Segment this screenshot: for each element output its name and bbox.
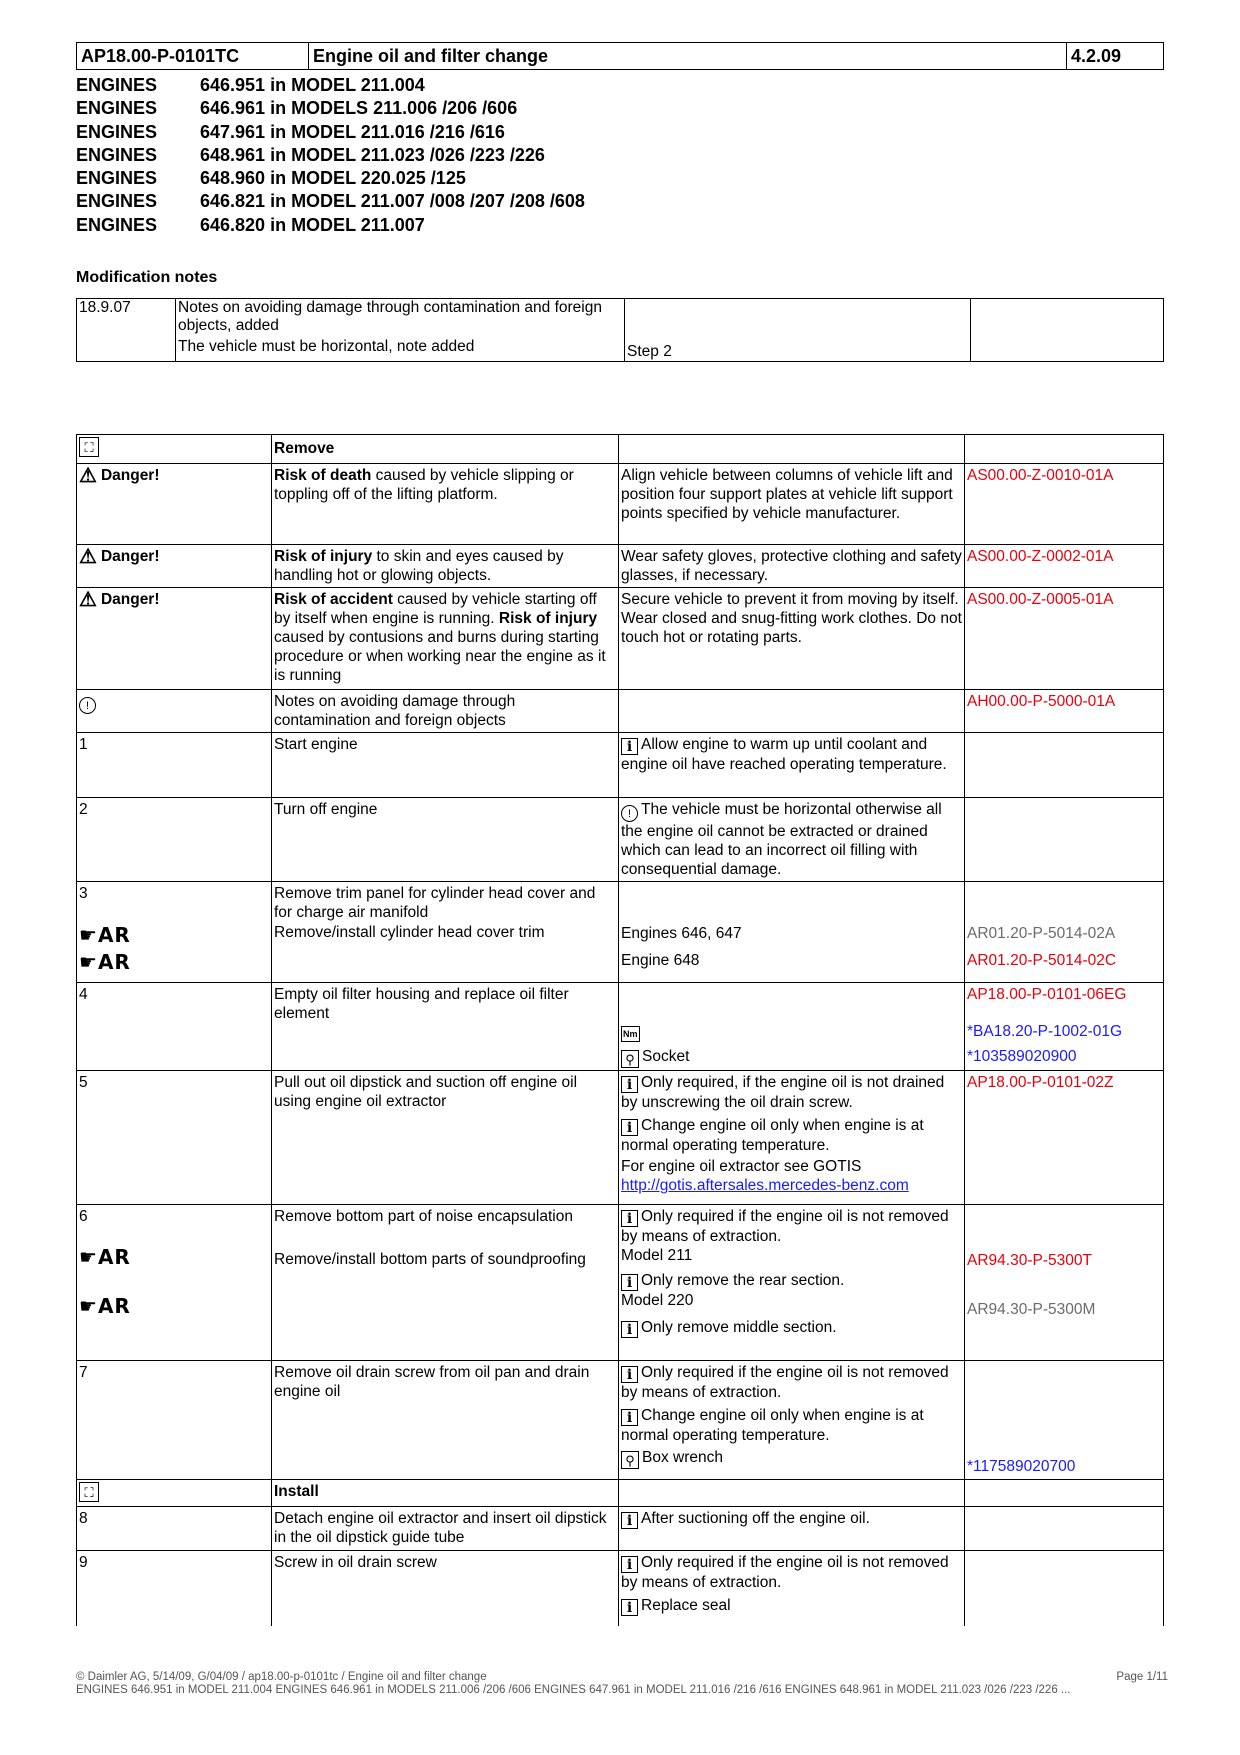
danger-text: caused by vehicle slipping or toppling off of the lifting platform. — [274, 467, 574, 504]
footer-page-number: Page 1/11 — [1116, 1671, 1168, 1683]
danger-ref[interactable]: AS00.00-Z-0010-01A — [965, 464, 1164, 545]
step-variant: Engine 648 — [621, 952, 700, 970]
hand-pointer-icon: ☛ — [79, 1245, 98, 1270]
step-variant: Model 220 — [621, 1292, 694, 1310]
step-ref[interactable]: AP18.00-P-0101-02Z — [965, 1071, 1164, 1205]
step-text: Start engine — [272, 733, 619, 798]
warning-icon: ⚠ — [79, 546, 97, 569]
footer-copyright: © Daimler AG, 5/14/09, G/04/09 / ap18.00-p-0101tc / Engine oil and filter change — [76, 1671, 487, 1683]
step-tool: Socket — [642, 1048, 690, 1066]
section-remove: Remove — [272, 435, 619, 464]
danger-action: Align vehicle between columns of vehicle lift and position four support plates at vehicle lift support points specified by vehicle manufacturer. — [619, 464, 965, 545]
step-info: Replace seal — [641, 1597, 731, 1615]
step-info: Change engine oil only when engine is at normal operating temperature. — [621, 1117, 924, 1155]
step-variant: Engines 646, 647 — [621, 925, 742, 943]
section-install: Install — [272, 1480, 619, 1507]
info-icon: i — [621, 1274, 638, 1291]
danger-action: Wear safety gloves, protective clothing and safety glasses, if necessary. — [619, 545, 965, 588]
info-icon: i — [621, 738, 638, 755]
step-info: For engine oil extractor see GOTIS — [621, 1158, 862, 1176]
engine-row: ENGINES 648.961 in MODEL 211.023 /026 /223 /226 — [76, 144, 545, 165]
attention-icon: ! — [79, 697, 96, 714]
step-number: 3 — [79, 885, 88, 903]
step-info: Allow engine to warm up until coolant and engine oil have reached operating temperature. — [621, 736, 947, 774]
danger-text: caused by vehicle starting off by itself when engine is running. — [274, 591, 597, 628]
danger-bold-2: Risk of injury — [498, 610, 598, 628]
info-icon: i — [621, 1076, 638, 1093]
step-info: Only required, if the engine oil is not drained by unscrewing the oil drain screw. — [621, 1074, 945, 1112]
step-subtext: Remove/install bottom parts of soundproofing — [274, 1251, 586, 1269]
engine-row: ENGINES 646.821 in MODEL 211.007 /008 /207 /208 /608 — [76, 191, 585, 212]
mod-date: 18.9.07 — [77, 299, 176, 362]
engine-row: ENGINES 648.960 in MODEL 220.025 /125 — [76, 168, 466, 189]
hand-pointer-icon: ☛ — [79, 1294, 98, 1319]
step-ref[interactable]: AR01.20-P-5014-02C — [967, 952, 1117, 970]
info-icon: i — [621, 1512, 638, 1529]
hand-pointer-icon: ☛ — [79, 923, 98, 948]
danger-label: Danger! — [100, 467, 160, 485]
document-title: Engine oil and filter change — [309, 43, 1067, 70]
step-text: Screw in oil drain screw — [272, 1551, 619, 1626]
step-text: Pull out oil dipstick and suction off engine oil using engine oil extractor — [272, 1071, 619, 1205]
danger-bold: Risk of injury — [274, 548, 373, 566]
gotis-link[interactable]: http://gotis.aftersales.mercedes-benz.com — [621, 1177, 909, 1195]
engine-row: ENGINES 646.951 in MODEL 211.004 — [76, 75, 425, 95]
header-table — [76, 42, 1164, 70]
step-info: The vehicle must be horizontal otherwise all the engine oil cannot be extracted or drained which can lead to an incorrect oil filling with consequential damage. — [621, 801, 942, 879]
step-ref[interactable]: AR94.30-P-5300M — [967, 1301, 1096, 1319]
danger-ref[interactable]: AS00.00-Z-0002-01A — [965, 545, 1164, 588]
torque-icon: Nm — [621, 1026, 640, 1042]
mod-note-2: The vehicle must be horizontal, note added — [178, 338, 475, 356]
danger-bold: Risk of accident — [274, 591, 393, 609]
step-number: 2 — [77, 798, 272, 882]
step-number: 9 — [77, 1551, 272, 1626]
step-text: Detach engine oil extractor and insert oil dipstick in the oil dipstick guide tube — [272, 1507, 619, 1551]
engine-row: ENGINES 646.820 in MODEL 211.007 — [76, 214, 425, 235]
step-variant: Model 211 — [621, 1247, 693, 1265]
mod-note-ref: Step 2 — [625, 299, 971, 362]
step-info: Only required if the engine oil is not removed by means of extraction. — [621, 1554, 949, 1592]
info-icon: i — [621, 1556, 638, 1573]
procedure-table — [76, 434, 1164, 1626]
step-number: 4 — [77, 983, 272, 1071]
step-text: Empty oil filter housing and replace oil filter element — [272, 983, 619, 1071]
step-ref[interactable]: AP18.00-P-0101-06EG — [967, 986, 1127, 1004]
step-number: 8 — [77, 1507, 272, 1551]
step-info: Only remove the rear section. — [641, 1272, 845, 1290]
step-number: 7 — [77, 1361, 272, 1480]
ar-marker[interactable]: ☛AR — [79, 1245, 131, 1270]
step-number: 1 — [77, 733, 272, 798]
step-number: 5 — [77, 1071, 272, 1205]
step-tool: Box wrench — [642, 1449, 723, 1467]
remove-icon: ⛶ — [79, 437, 99, 457]
mod-note-1: Notes on avoiding damage through contamination and foreign objects, added — [178, 299, 602, 335]
info-icon: i — [621, 1599, 638, 1616]
step-ref[interactable]: *BA18.20-P-1002-01G — [967, 1023, 1123, 1041]
info-icon: i — [621, 1409, 638, 1426]
info-icon: i — [621, 1366, 638, 1383]
install-icon: ⛶ — [79, 1482, 99, 1502]
engine-row: ENGINES 647.961 in MODEL 211.016 /216 /616 — [76, 121, 505, 142]
step-ref[interactable]: *117589020700 — [967, 1458, 1076, 1476]
step-info: Only required if the engine oil is not removed by means of extraction. — [621, 1364, 949, 1402]
modification-table — [76, 298, 1164, 362]
attention-icon: ! — [621, 805, 638, 822]
document-page — [76, 42, 1164, 1626]
danger-label: Danger! — [100, 591, 160, 609]
step-ref[interactable]: AR01.20-P-5014-02A — [967, 925, 1116, 943]
danger-action: Secure vehicle to prevent it from moving by itself. — [621, 591, 959, 609]
danger-ref[interactable]: AS00.00-Z-0005-01A — [965, 588, 1164, 690]
footer-engines: ENGINES 646.951 in MODEL 211.004 ENGINES 646.961 in MODELS 211.006 /206 /606 ENGINES 647.961 in MODEL 211.016 /216 /616 ENGINES 648.961 in MODEL 211.023 /026 /223 /226 ... — [76, 1684, 1071, 1696]
step-text: Remove trim panel for cylinder head cover and for charge air manifold — [274, 885, 596, 922]
ar-marker[interactable]: ☛AR — [79, 923, 131, 948]
notes-ref[interactable]: AH00.00-P-5000-01A — [965, 690, 1164, 733]
document-code: AP18.00-P-0101TC — [77, 43, 309, 70]
modification-notes-heading: Modification notes — [76, 269, 218, 287]
tool-icon: ⚲ — [621, 1050, 639, 1068]
step-ref[interactable]: *103589020900 — [967, 1048, 1077, 1066]
danger-label: Danger! — [100, 548, 160, 566]
ar-marker[interactable]: ☛AR — [79, 1294, 131, 1319]
step-info: After suctioning off the engine oil. — [641, 1510, 870, 1528]
danger-text: to skin and eyes caused by handling hot or glowing objects. — [274, 548, 564, 585]
step-text: Remove bottom part of noise encapsulation — [274, 1208, 573, 1226]
danger-bold: Risk of death — [274, 467, 372, 485]
warning-icon: ⚠ — [79, 465, 97, 488]
notes-text: Notes on avoiding damage through contamination and foreign objects — [272, 690, 619, 733]
hand-pointer-icon: ☛ — [79, 950, 98, 975]
step-number: 6 — [79, 1208, 88, 1226]
step-text: Turn off engine — [272, 798, 619, 882]
engines-list — [76, 74, 1164, 237]
info-icon: i — [621, 1119, 638, 1136]
info-icon: i — [621, 1210, 638, 1227]
step-info: Only remove middle section. — [641, 1319, 837, 1337]
danger-action-2: Wear closed and snug-fitting work clothes. Do not touch hot or rotating parts. — [621, 610, 962, 647]
info-icon: i — [621, 1321, 638, 1338]
step-ref[interactable]: AR94.30-P-5300T — [967, 1252, 1092, 1270]
engine-row: ENGINES 646.961 in MODELS 211.006 /206 /606 — [76, 98, 518, 119]
document-version: 4.2.09 — [1067, 43, 1164, 70]
ar-marker[interactable]: ☛AR — [79, 950, 131, 975]
step-info: Change engine oil only when engine is at normal operating temperature. — [621, 1407, 924, 1445]
tool-icon: ⚲ — [621, 1451, 639, 1469]
step-subtext: Remove/install cylinder head cover trim — [274, 924, 545, 942]
danger-text-2: caused by contusions and burns during starting procedure or when working near the engine as it is running — [274, 629, 606, 685]
warning-icon: ⚠ — [79, 589, 97, 612]
page-footer — [76, 1671, 1168, 1697]
step-info: Only required if the engine oil is not removed by means of extraction. — [621, 1208, 949, 1246]
step-text: Remove oil drain screw from oil pan and drain engine oil — [272, 1361, 619, 1480]
